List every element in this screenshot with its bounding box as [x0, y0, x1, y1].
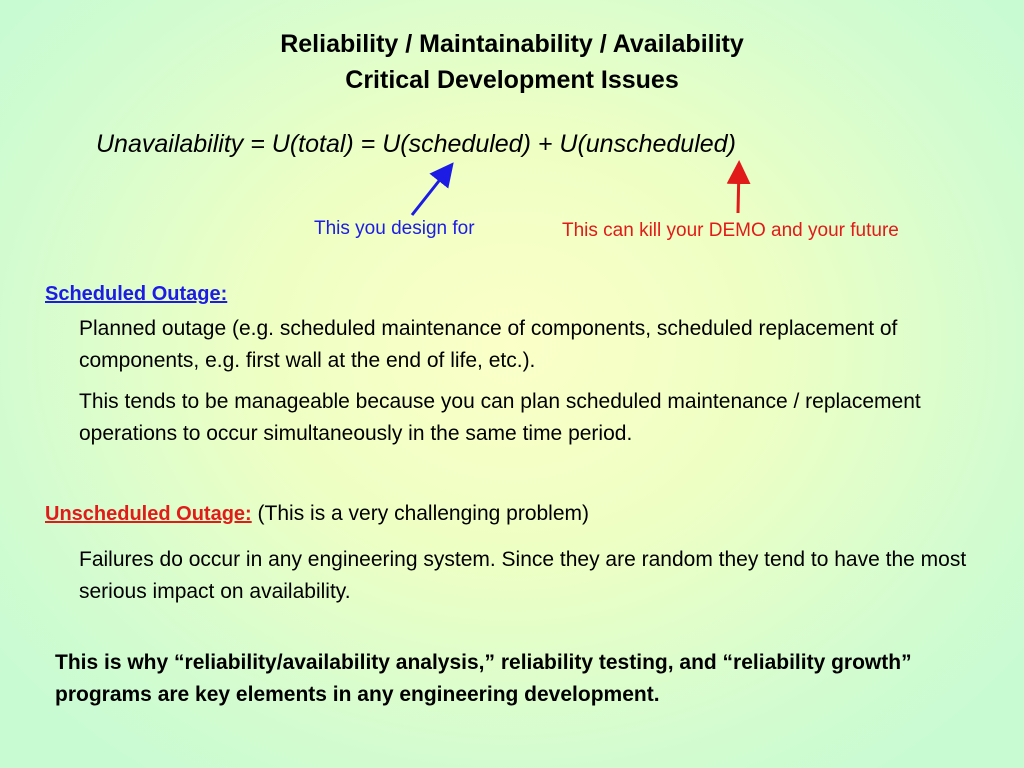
unscheduled-outage-row	[45, 502, 589, 526]
scheduled-outage-heading: Scheduled Outage:	[45, 283, 228, 305]
slide-title-line-1: Reliability / Maintainability / Availability	[280, 30, 744, 58]
scheduled-outage-paragraph-2: This tends to be manageable because you can plan scheduled maintenance / replacement operations to occur simultaneously in the same time period.	[79, 390, 921, 445]
unscheduled-outage-subtitle: (This is a very challenging problem)	[257, 502, 590, 525]
unscheduled-outage-heading: Unscheduled Outage:	[45, 503, 252, 525]
unavailability-equation: Unavailability = U(total) = U(scheduled) + U(unscheduled)	[96, 130, 736, 158]
blue-arrow-icon	[412, 167, 450, 215]
scheduled-outage-paragraph-1: Planned outage (e.g. scheduled maintenance of components, scheduled replacement of components, e.g. first wall at the end of life, etc.).	[79, 317, 898, 372]
design-for-annotation: This you design for	[314, 218, 475, 239]
slide-title-line-2: Critical Development Issues	[345, 66, 679, 94]
kill-demo-annotation: This can kill your DEMO and your future	[562, 220, 899, 241]
unscheduled-outage-paragraph: Failures do occur in any engineering system. Since they are random they tend to have the most serious impact on availability.	[79, 548, 967, 603]
conclusion-statement: This is why “reliability/availability analysis,” reliability testing, and “reliability growth” programs are key elements in any engineering development.	[55, 651, 912, 706]
red-arrow-icon	[738, 166, 739, 213]
